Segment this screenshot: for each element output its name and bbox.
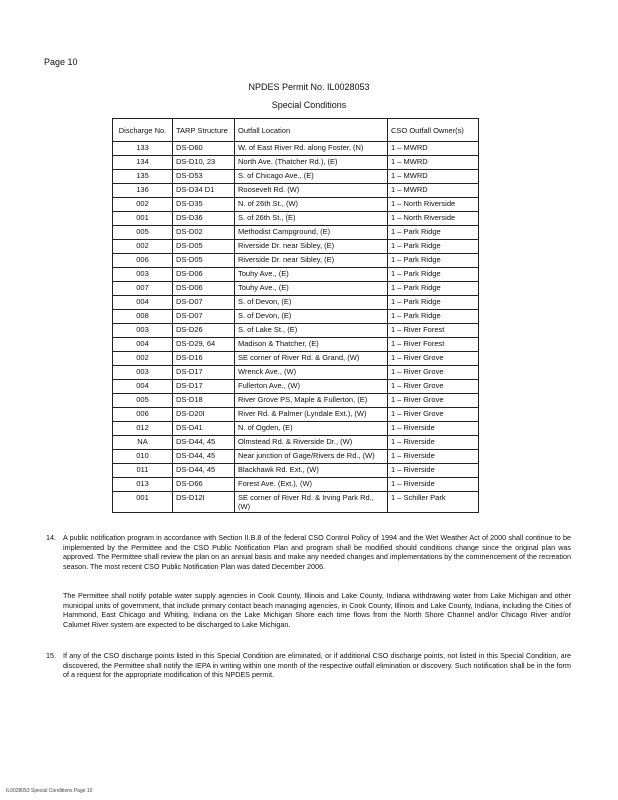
cell-discharge-no: 008: [113, 310, 173, 324]
page-footer: IL0028053 Special Conditions Page 10: [6, 788, 93, 794]
cell-cso-owner: 1 – Riverside: [388, 450, 479, 464]
table-row: [113, 170, 479, 184]
cell-discharge-no: 002: [113, 198, 173, 212]
cell-discharge-no: 011: [113, 464, 173, 478]
table-row: [113, 254, 479, 268]
cell-discharge-no: 013: [113, 478, 173, 492]
cell-tarp-structure: DS-D44, 45: [173, 464, 235, 478]
condition-14-notification-text: The Permittee shall notify potable water supply agencies in Cook County, Illinois and Lake County, Indiana withdrawing water from Lake Michigan and other municipal units of government, that include primary contact beach managing agencies, in Cook County, Illinois and Lake County, Indiana, including the Cities of Hammond, East Chicago and Whiting, Indiana on the Lake Michigan Shore each time flows from the North Shore Channel and/or Chicago River and/or Calumet River system are expected to be discharged to Lake Michigan.: [63, 591, 571, 629]
cell-tarp-structure: DS-D29, 64: [173, 338, 235, 352]
cell-discharge-no: 005: [113, 226, 173, 240]
cell-tarp-structure: DS-D44, 45: [173, 450, 235, 464]
cell-discharge-no: 012: [113, 422, 173, 436]
table-row: [113, 422, 479, 436]
cell-discharge-no: 134: [113, 156, 173, 170]
condition-15-number: 15.: [46, 651, 56, 660]
cell-cso-owner: 1 – Riverside: [388, 436, 479, 450]
table-row: [113, 142, 479, 156]
condition-15: [46, 651, 571, 680]
cell-outfall-location: Near junction of Gage/Rivers de Rd., (W): [235, 450, 388, 464]
table-row: [113, 464, 479, 478]
cell-cso-owner: 1 – Schiller Park: [388, 492, 479, 513]
table-row: [113, 450, 479, 464]
table-row: [113, 408, 479, 422]
cell-discharge-no: 002: [113, 352, 173, 366]
table-row: [113, 394, 479, 408]
header-outfall-location: Outfall Location: [235, 119, 388, 142]
cell-outfall-location: N. of 26th St., (W): [235, 198, 388, 212]
cell-tarp-structure: DS-D66: [173, 478, 235, 492]
table-row: [113, 212, 479, 226]
cell-outfall-location: Touhy Ave., (E): [235, 268, 388, 282]
cell-tarp-structure: DS-D07: [173, 310, 235, 324]
cell-tarp-structure: DS-D06: [173, 268, 235, 282]
cell-tarp-structure: DS-D44, 45: [173, 436, 235, 450]
cell-outfall-location: Riverside Dr. near Sibley, (E): [235, 240, 388, 254]
cell-discharge-no: 007: [113, 282, 173, 296]
cell-cso-owner: 1 – River Grove: [388, 394, 479, 408]
condition-14-notification: [63, 591, 571, 629]
cell-tarp-structure: DS-D60: [173, 142, 235, 156]
table-row: [113, 380, 479, 394]
table-row: [113, 366, 479, 380]
cell-discharge-no: 006: [113, 254, 173, 268]
header-cso-owner: CSO Outfall Owner(s): [388, 119, 479, 142]
cell-outfall-location: S. of Lake St., (E): [235, 324, 388, 338]
condition-14: [46, 533, 571, 571]
cell-outfall-location: River Grove PS, Maple & Fullerton, (E): [235, 394, 388, 408]
table-row: [113, 296, 479, 310]
cell-tarp-structure: DS-D20I: [173, 408, 235, 422]
cell-tarp-structure: DS-D05: [173, 254, 235, 268]
cell-discharge-no: 003: [113, 324, 173, 338]
cell-outfall-location: N. of Ogden, (E): [235, 422, 388, 436]
cell-cso-owner: 1 – Park Ridge: [388, 240, 479, 254]
cell-outfall-location: Fullerton Ave., (W): [235, 380, 388, 394]
cell-cso-owner: 1 – Park Ridge: [388, 226, 479, 240]
cell-outfall-location: S. of Devon, (E): [235, 310, 388, 324]
cell-tarp-structure: DS-D17: [173, 366, 235, 380]
cell-tarp-structure: DS-D35: [173, 198, 235, 212]
table-row: [113, 436, 479, 450]
cell-cso-owner: 1 – Riverside: [388, 422, 479, 436]
cell-outfall-location: Wrenck Ave., (W): [235, 366, 388, 380]
table-row: [113, 282, 479, 296]
page-number: Page 10: [44, 57, 78, 67]
table-row: [113, 338, 479, 352]
cell-tarp-structure: DS-D34 D1: [173, 184, 235, 198]
cell-outfall-location: S. of Devon, (E): [235, 296, 388, 310]
cell-outfall-location: River Rd. & Palmer (Lyndale Ext.), (W): [235, 408, 388, 422]
cell-discharge-no: 004: [113, 380, 173, 394]
table-row: [113, 156, 479, 170]
cell-outfall-location: North Ave. (Thatcher Rd.), (E): [235, 156, 388, 170]
cell-outfall-location: Forest Ave. (Ext.), (W): [235, 478, 388, 492]
cell-discharge-no: 005: [113, 394, 173, 408]
cell-cso-owner: 1 – MWRD: [388, 184, 479, 198]
cell-outfall-location: SE corner of River Rd. & Grand, (W): [235, 352, 388, 366]
cell-tarp-structure: DS-D26: [173, 324, 235, 338]
condition-14-number: 14.: [46, 533, 56, 542]
cell-discharge-no: 001: [113, 492, 173, 513]
cell-outfall-location: Touhy Ave., (E): [235, 282, 388, 296]
cell-tarp-structure: DS-D02: [173, 226, 235, 240]
cell-discharge-no: 004: [113, 338, 173, 352]
cell-cso-owner: 1 – River Grove: [388, 408, 479, 422]
cell-cso-owner: 1 – Riverside: [388, 464, 479, 478]
table-body: [113, 142, 479, 513]
cell-outfall-location: W. of East River Rd. along Foster, (N): [235, 142, 388, 156]
cell-tarp-structure: DS-D07: [173, 296, 235, 310]
cell-cso-owner: 1 – MWRD: [388, 156, 479, 170]
cell-cso-owner: 1 – Park Ridge: [388, 282, 479, 296]
table-row: [113, 268, 479, 282]
header-tarp-structure: TARP Structure: [173, 119, 235, 142]
cell-cso-owner: 1 – River Grove: [388, 366, 479, 380]
cell-tarp-structure: DS-D18: [173, 394, 235, 408]
cell-cso-owner: 1 – River Forest: [388, 338, 479, 352]
cell-discharge-no: 003: [113, 366, 173, 380]
cell-cso-owner: 1 – River Grove: [388, 352, 479, 366]
cell-tarp-structure: DS-D53: [173, 170, 235, 184]
cell-discharge-no: 002: [113, 240, 173, 254]
cell-discharge-no: 006: [113, 408, 173, 422]
condition-15-text: If any of the CSO discharge points listed in this Special Condition are eliminated, or if additional CSO discharge points, not listed in this Special Condition, are discovered, the Permittee shall notify the IEPA in writing within one month of the respective outfall elimination or discovery. Such notification shall be in the form of a request for the appropriate modification of this NPDES permit.: [63, 651, 571, 679]
section-title: Special Conditions: [271, 100, 347, 110]
table-row: [113, 478, 479, 492]
cell-discharge-no: 135: [113, 170, 173, 184]
cell-tarp-structure: DS-D41: [173, 422, 235, 436]
table-row: [113, 352, 479, 366]
table-row: [113, 324, 479, 338]
permit-number: NPDES Permit No. IL0028053: [248, 82, 370, 92]
condition-14-text: A public notification program in accordance with Section II.B.8 of the federal CSO Control Policy of 1994 and the Wet Weather Act of 2000 shall continue to be implemented by the Permittee and the CSO Public Notification Plan and program shall be modified should conditions change since the original plan was approved. The Permittee shall review the plan on an annual basis and make any needed changes and implementations by the commencement of the recreation season. The most recent CSO Public Notification Plan was dated December 2006.: [63, 533, 571, 571]
cell-tarp-structure: DS-D05: [173, 240, 235, 254]
cell-discharge-no: 133: [113, 142, 173, 156]
table-row: [113, 226, 479, 240]
cell-cso-owner: 1 – North Riverside: [388, 198, 479, 212]
cell-cso-owner: 1 – Park Ridge: [388, 254, 479, 268]
cell-cso-owner: 1 – MWRD: [388, 142, 479, 156]
cell-tarp-structure: DS-D12I: [173, 492, 235, 513]
cell-cso-owner: 1 – River Forest: [388, 324, 479, 338]
cell-tarp-structure: DS-D36: [173, 212, 235, 226]
cell-discharge-no: 136: [113, 184, 173, 198]
header-discharge-no: Discharge No.: [113, 119, 173, 142]
cell-tarp-structure: DS-D06: [173, 282, 235, 296]
cell-discharge-no: NA: [113, 436, 173, 450]
cell-outfall-location: Madison & Thatcher, (E): [235, 338, 388, 352]
cell-outfall-location: SE corner of River Rd. & Irving Park Rd., (W): [235, 492, 388, 513]
cell-tarp-structure: DS-D17: [173, 380, 235, 394]
cell-tarp-structure: DS-D10, 23: [173, 156, 235, 170]
cell-outfall-location: S. of Chicago Ave., (E): [235, 170, 388, 184]
cell-outfall-location: Blackhawk Rd. Ext., (W): [235, 464, 388, 478]
cell-cso-owner: 1 – MWRD: [388, 170, 479, 184]
table-row: [113, 240, 479, 254]
cell-tarp-structure: DS-D16: [173, 352, 235, 366]
cell-cso-owner: 1 – Park Ridge: [388, 296, 479, 310]
cell-cso-owner: 1 – Park Ridge: [388, 268, 479, 282]
cell-discharge-no: 001: [113, 212, 173, 226]
table-row: [113, 310, 479, 324]
cso-outfall-table: [112, 118, 479, 513]
cell-discharge-no: 010: [113, 450, 173, 464]
cell-cso-owner: 1 – Park Ridge: [388, 310, 479, 324]
table-row: [113, 492, 479, 513]
cell-discharge-no: 003: [113, 268, 173, 282]
cell-cso-owner: 1 – North Riverside: [388, 212, 479, 226]
cell-outfall-location: Roosevelt Rd. (W): [235, 184, 388, 198]
cell-cso-owner: 1 – River Grove: [388, 380, 479, 394]
table-header-row: [113, 119, 479, 142]
cell-cso-owner: 1 – Riverside: [388, 478, 479, 492]
table-row: [113, 198, 479, 212]
cell-outfall-location: S. of 26th St., (E): [235, 212, 388, 226]
cell-outfall-location: Methodist Campground, (E): [235, 226, 388, 240]
cell-outfall-location: Olmstead Rd. & Riverside Dr., (W): [235, 436, 388, 450]
cell-outfall-location: Riverside Dr. near Sibley, (E): [235, 254, 388, 268]
cell-discharge-no: 004: [113, 296, 173, 310]
table-row: [113, 184, 479, 198]
